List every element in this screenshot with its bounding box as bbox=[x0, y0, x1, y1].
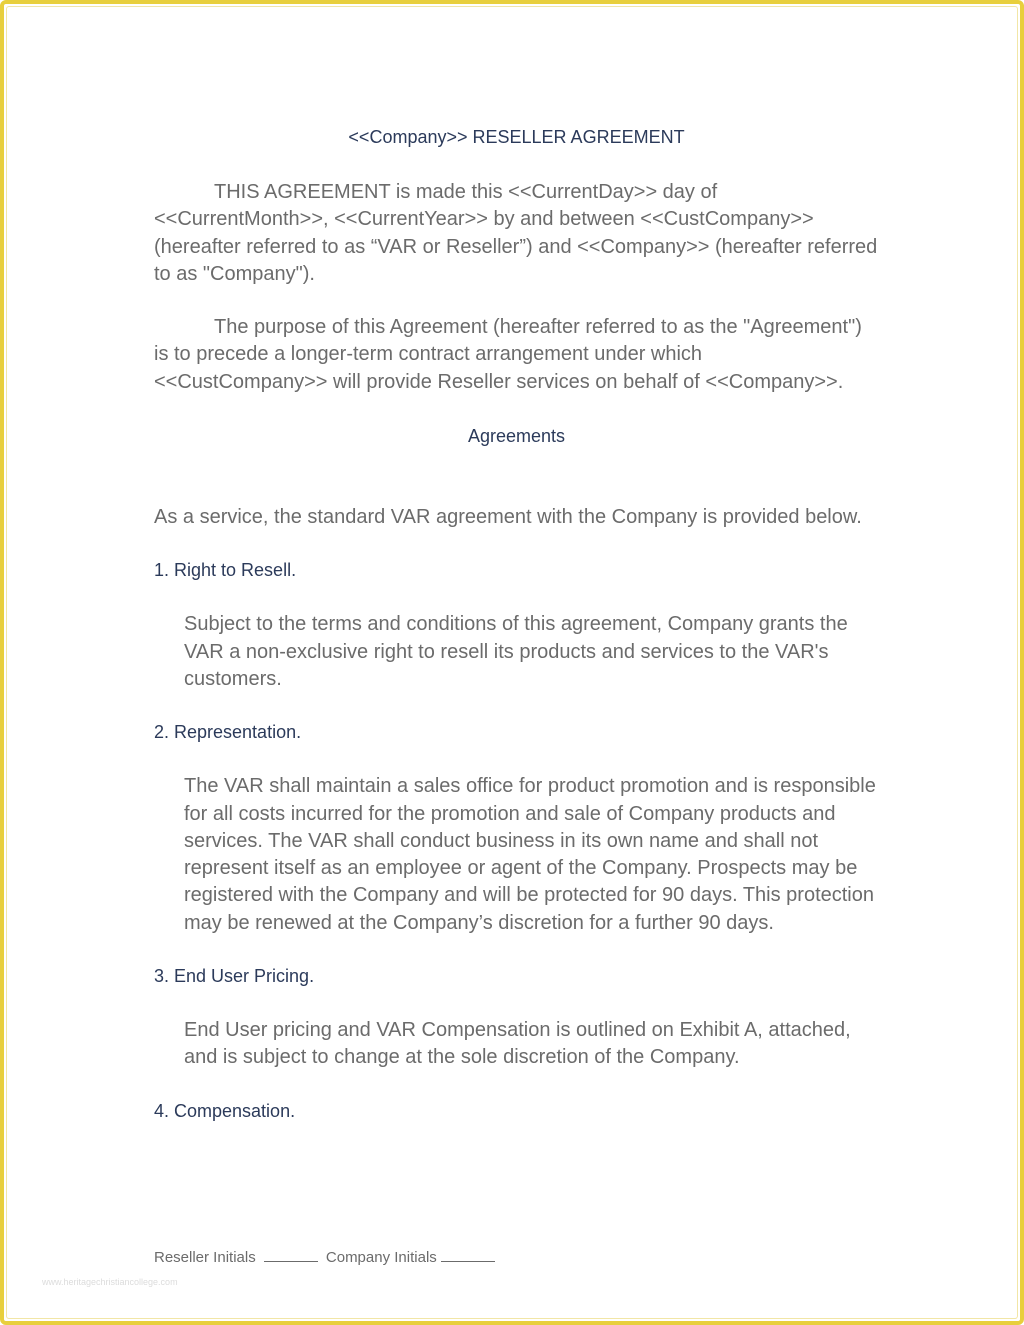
document-title: <<Company>> RESELLER AGREEMENT bbox=[348, 127, 685, 147]
reseller-initials-blank[interactable] bbox=[264, 1247, 318, 1262]
document-content bbox=[154, 122, 879, 1125]
section-body-end-user-pricing: End User pricing and VAR Compensation is outlined on Exhibit A, attached, and is subject to change at the sole discretion of the Company. bbox=[184, 1019, 851, 1069]
section-body-representation: The VAR shall maintain a sales office for product promotion and is responsible for all costs incurred for the promotion and sale of Company products and services. The VAR shall conduct business in its own name and shall not represent itself as an employee or agent of the Company. Prospects may be registered with the Company and will be protected for 90 days. This protection may be renewed at the Company’s discretion for a further 90 days. bbox=[184, 775, 876, 934]
section-heading-end-user-pricing: 3. End User Pricing. bbox=[154, 966, 315, 987]
watermark: www.heritagechristiancollege.com bbox=[42, 1277, 178, 1287]
purpose-paragraph: The purpose of this Agreement (hereafter referred to as the "Agreement") is to precede a longer-term contract arrangement under which <<CustCompany>> will provide Reseller services on behalf of <<Company>>. bbox=[154, 316, 862, 393]
intro-paragraph: THIS AGREEMENT is made this <<CurrentDay>> day of <<CurrentMonth>>, <<CurrentYear>> by and between <<CustCompany>> (hereafter referred to as “VAR or Reseller”) and <<Company>> (hereafter referred to as "Company"). bbox=[154, 181, 878, 285]
section-body-right-to-resell: Subject to the terms and conditions of this agreement, Company grants the VAR a non-exclusive right to resell its products and services to the VAR's customers. bbox=[184, 613, 848, 690]
company-initials-blank[interactable] bbox=[441, 1247, 495, 1262]
service-paragraph: As a service, the standard VAR agreement with the Company is provided below. bbox=[154, 506, 862, 529]
section-heading-representation: 2. Representation. bbox=[154, 722, 302, 743]
reseller-initials-label: Reseller Initials bbox=[154, 1249, 256, 1266]
agreements-heading: Agreements bbox=[467, 426, 566, 447]
company-initials-label: Company Initials bbox=[325, 1249, 437, 1266]
initials-footer bbox=[154, 1247, 499, 1269]
section-heading-right-to-resell: 1. Right to Resell. bbox=[154, 560, 297, 581]
section-heading-compensation: 4. Compensation. bbox=[154, 1100, 296, 1121]
